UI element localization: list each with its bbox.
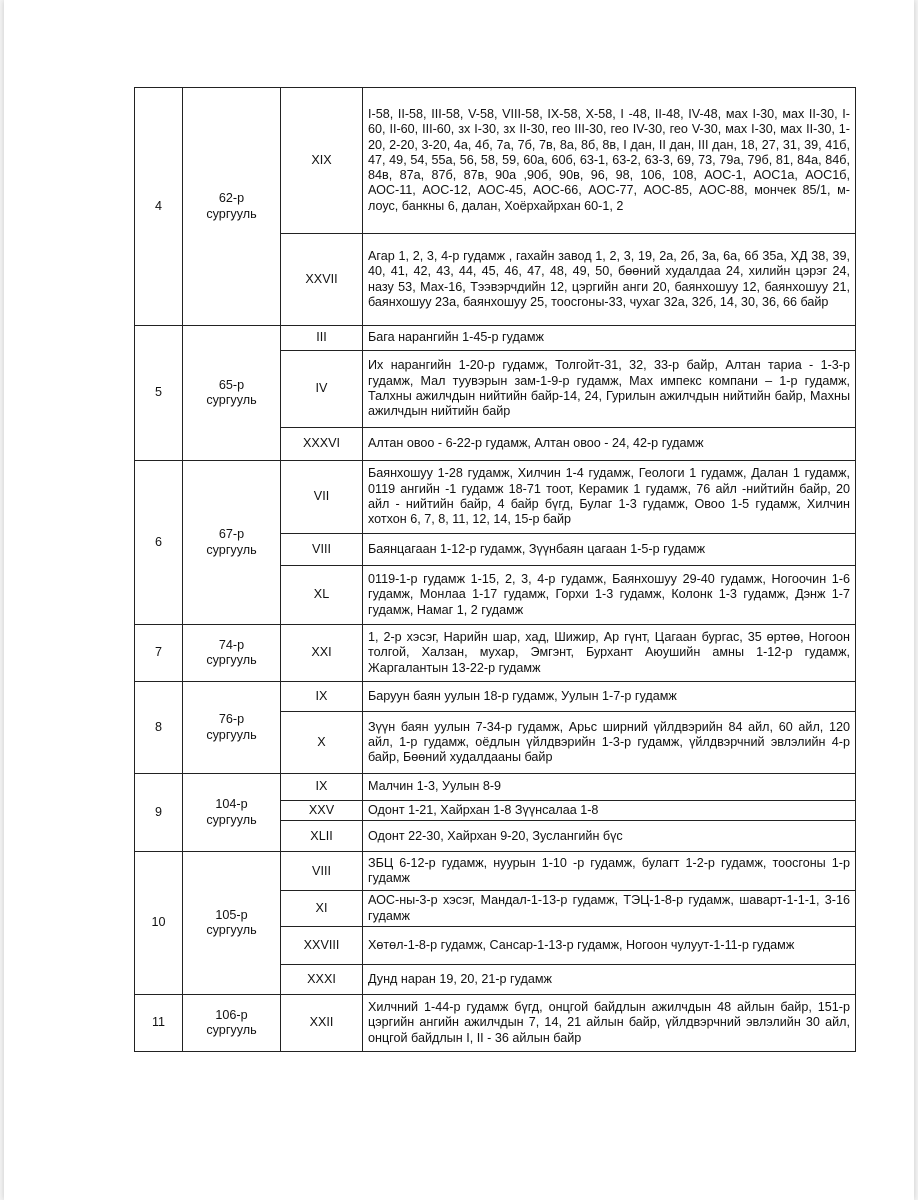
table-row [135, 88, 856, 234]
school-name: 106-р сургууль [183, 994, 281, 1051]
table-row [135, 625, 856, 682]
school-name: 76-р сургууль [183, 682, 281, 774]
address-cell: I-58, II-58, III-58, V-58, VIII-58, IX-58, X-58, I -48, II-48, IV-48, мах I-30, мах II-30, I-60, II-60, III-60, зх I-30, зх II-30, гео III-30, гео IV-30, гео V-30, мах I-30, мах II-30, 1-20, 2-20, 3-20, 4а, 4б, 7а, 7б, 7в, 8а, 8б, 8в, I дан, II дан, III дан, 18, 27, 31, 39, 41б, 47, 49, 54, 55а, 56, 58, 59, 60а, 60б, 63-1, 63-2, 63-3, 69, 73, 79а, 79б, 81, 84а, 84б, 84в, 87а, 87б, 87в, 90а ,90б, 90в, 96, 98, 106, 108, АОС-1, АОС1а, АОС1б, АОС-11, АОС-12, АОС-45, АОС-66, АОС-77, АОС-85, АОС-88, мончек 85/1, м-лоус, банкны 6, далан, Хоёрхайрхан 60-1, 2 [363, 88, 856, 234]
khoroo-cell: XXVII [281, 234, 363, 326]
address-cell: Хөтөл-1-8-р гудамж, Сансар-1-13-р гудамж, Ногоон чулуут-1-11-р гудамж [363, 926, 856, 964]
khoroo-cell: IX [281, 682, 363, 712]
khoroo-cell: VIII [281, 534, 363, 566]
address-cell: Агар 1, 2, 3, 4-р гудамж , гахайн завод 1, 2, 3, 19, 2а, 2б, 3а, 6а, 6б 35а, ХД 38, 39, 40, 41, 42, 43, 44, 45, 46, 47, 48, 49, 50, бөөний худалдаа 24, хилийн цэрэг 24, назу 53, Мах-16, Тээвэрчдийн 12, цэргийн анги 20, баянхошуу 12, баянхошуу 21, баянхошуу 23а, баянхошуу 25, тоосгоны-33, чухаг 32а, 32б, 14, 30, 36, 66 байр [363, 234, 856, 326]
khoroo-cell: XXV [281, 801, 363, 821]
address-cell: Малчин 1-3, Уулын 8-9 [363, 774, 856, 801]
khoroo-cell: IX [281, 774, 363, 801]
school-name: 105-р сургууль [183, 852, 281, 995]
row-number: 9 [135, 774, 183, 852]
khoroo-cell: XXXI [281, 964, 363, 994]
school-name: 65-р сургууль [183, 326, 281, 461]
khoroo-cell: III [281, 326, 363, 351]
address-cell: Одонт 1-21, Хайрхан 1-8 Зүүнсалаа 1-8 [363, 801, 856, 821]
school-name: 67-р сургууль [183, 461, 281, 625]
khoroo-cell: XXXVI [281, 428, 363, 461]
row-number: 4 [135, 88, 183, 326]
address-cell: Одонт 22-30, Хайрхан 9-20, Зуслангийн бүс [363, 821, 856, 852]
khoroo-cell: XI [281, 891, 363, 927]
school-name: 74-р сургууль [183, 625, 281, 682]
address-cell: Хилчний 1-44-р гудамж бүгд, онцгой байдлын ажилчдын 48 айлын байр, 151-р цэргийн ангийн ажилчдын 7, 14, 21 айлын байр, үйлдвэрчний эвлэлийн 30 айл, онцгой байдлын I, II - 36 айлын байр [363, 994, 856, 1051]
khoroo-cell: X [281, 712, 363, 774]
school-name: 104-р сургууль [183, 774, 281, 852]
khoroo-cell: XIX [281, 88, 363, 234]
address-cell: АОС-ны-3-р хэсэг, Мандал-1-13-р гудамж, ТЭЦ-1-8-р гудамж, шаварт-1-1-1, 3-16 гудамж [363, 891, 856, 927]
address-cell: Их нарангийн 1-20-р гудамж, Толгойт-31, 32, 33-р байр, Алтан тариа - 1-3-р гудамж, Мал туувэрын зам-1-9-р гудамж, Мах импекс компани – 1-р гудамж, Талхны ажилчдын нийтийн байр-14, 24, Гурилын ажилчдын нийтийн байр, Махны ажилчдын нийтийн байр [363, 351, 856, 428]
address-cell: Баянхошуу 1-28 гудамж, Хилчин 1-4 гудамж, Геологи 1 гудамж, Далан 1 гудамж, 0119 ангийн -1 гудамж 18-71 тоот, Керамик 1 гудамж, 76 айл -нийтийн байр, 20 айл - нийтийн байр, 4 байр бүгд, Булаг 1-3 гудамж, Овоо 1-5 гудамж, Хилчин хотхон 6, 7, 8, 11, 12, 14, 15-р байр [363, 461, 856, 534]
table-row [135, 461, 856, 534]
row-number: 11 [135, 994, 183, 1051]
address-cell: 0119-1-р гудамж 1-15, 2, 3, 4-р гудамж, Баянхошуу 29-40 гудамж, Ногоочин 1-6 гудамж, Монлаа 1-17 гудамж, Горхи 1-3 гудамж, Колонк 1-3 гудамж, Дэнж 1-7 гудамж, Намаг 1, 2 гудамж [363, 566, 856, 625]
row-number: 8 [135, 682, 183, 774]
table-row [135, 994, 856, 1051]
school-name: 62-р сургууль [183, 88, 281, 326]
khoroo-cell: XXII [281, 994, 363, 1051]
address-cell: Алтан овоо - 6-22-р гудамж, Алтан овоо - 24, 42-р гудамж [363, 428, 856, 461]
table-row [135, 774, 856, 801]
address-cell: Баруун баян уулын 18-р гудамж, Уулын 1-7-р гудамж [363, 682, 856, 712]
khoroo-cell: XLII [281, 821, 363, 852]
address-cell: Баянцагаан 1-12-р гудамж, Зүүнбаян цагаан 1-5-р гудамж [363, 534, 856, 566]
address-cell: ЗБЦ 6-12-р гудамж, нуурын 1-10 -р гудамж, булагт 1-2-р гудамж, тоосгоны 1-р гудамж [363, 852, 856, 891]
table-row [135, 326, 856, 351]
khoroo-cell: XXVIII [281, 926, 363, 964]
row-number: 6 [135, 461, 183, 625]
khoroo-cell: IV [281, 351, 363, 428]
row-number: 7 [135, 625, 183, 682]
khoroo-cell: XXI [281, 625, 363, 682]
address-cell: Бага нарангийн 1-45-р гудамж [363, 326, 856, 351]
address-cell: Дунд наран 19, 20, 21-р гудамж [363, 964, 856, 994]
table-row [135, 682, 856, 712]
table-row [135, 852, 856, 891]
khoroo-cell: VII [281, 461, 363, 534]
address-cell: 1, 2-р хэсэг, Нарийн шар, хад, Шижир, Ар гүнт, Цагаан бургас, 35 өртөө, Ногоон толгой, Халзан, мухар, Эмгэнт, Бурхант Аюушийн амны 1-12-р гудамж, Жаргалантын 13-22-р гудамж [363, 625, 856, 682]
document-page [4, 0, 914, 1200]
school-district-table [134, 87, 856, 1052]
address-cell: Зүүн баян уулын 7-34-р гудамж, Арьс ширний үйлдвэрийн 84 айл, 60 айл, 120 айл, 1-р гудамж, оёдлын үйлдвэрийн 1-3-р гудамж, үйлдвэрчний эвлэлийн 4-р байр, Бөөний худалдааны байр [363, 712, 856, 774]
khoroo-cell: XL [281, 566, 363, 625]
khoroo-cell: VIII [281, 852, 363, 891]
row-number: 10 [135, 852, 183, 995]
row-number: 5 [135, 326, 183, 461]
